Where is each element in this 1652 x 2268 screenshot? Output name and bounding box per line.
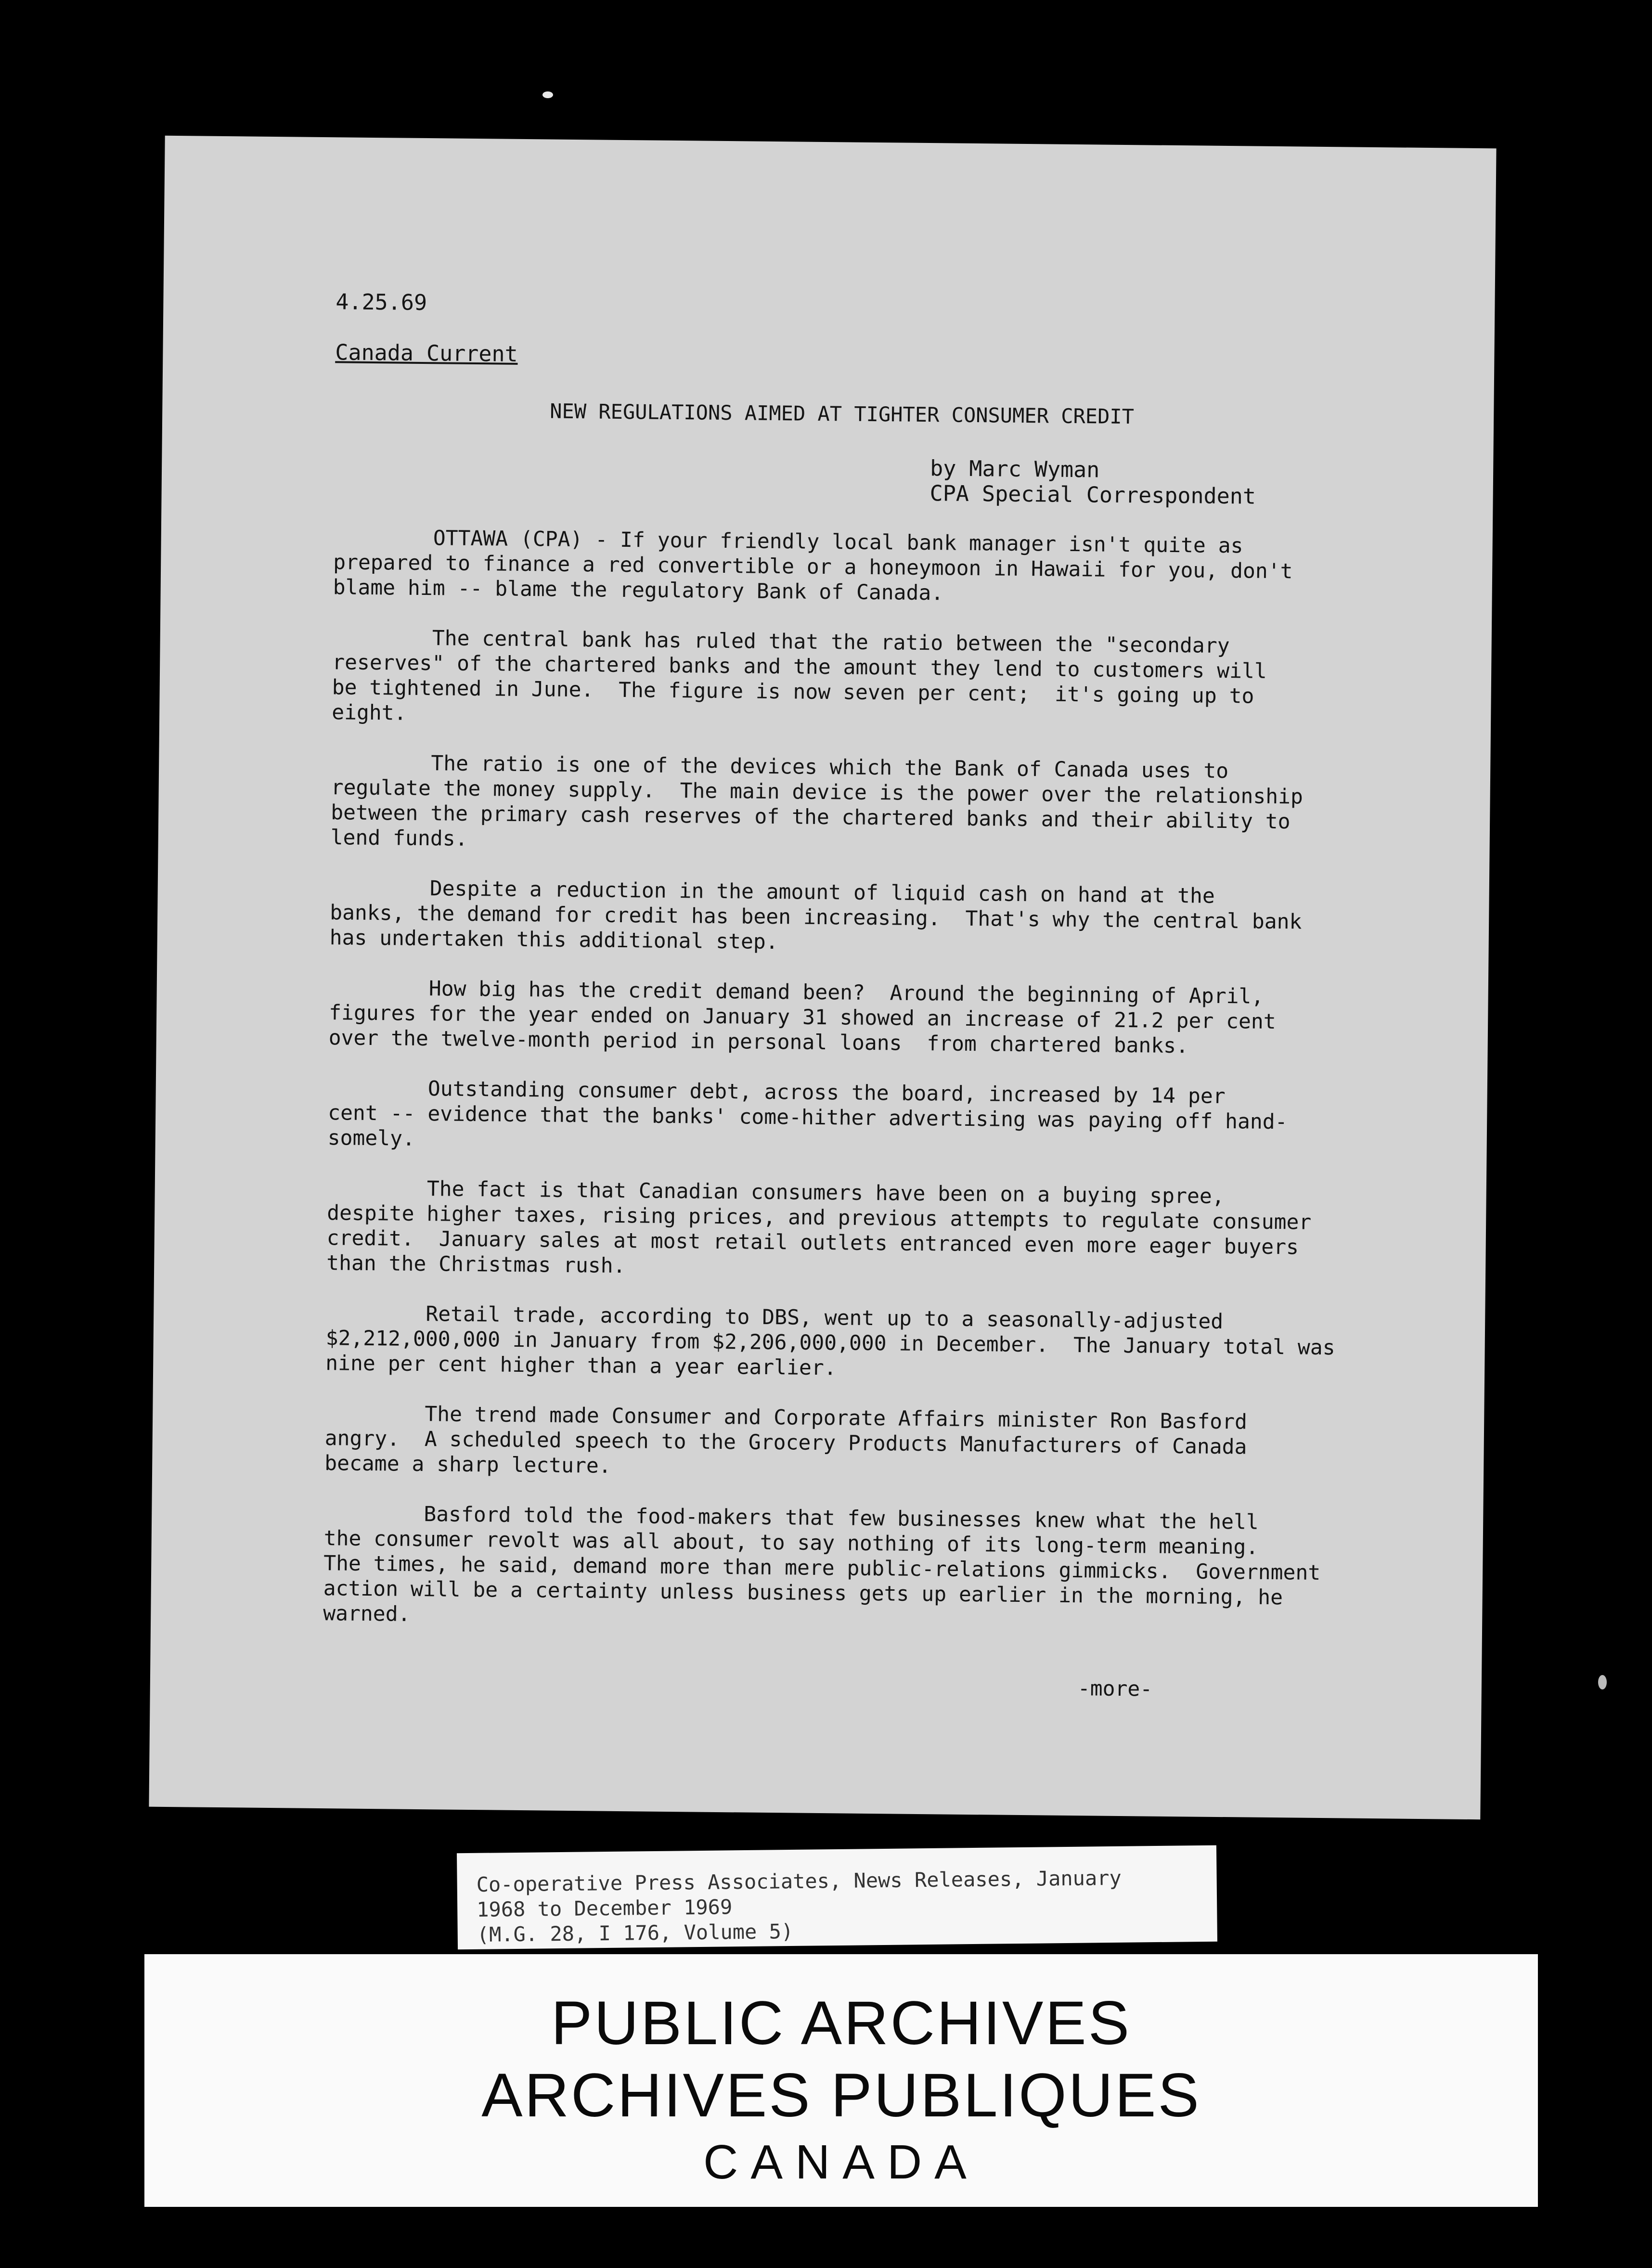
section-title: Canada Current xyxy=(335,339,518,367)
stamp-line-country: CANADA xyxy=(703,2135,979,2189)
document-date: 4.25.69 xyxy=(336,289,427,316)
stamp-line-french: ARCHIVES PUBLIQUES xyxy=(481,2061,1201,2130)
paragraph: OTTAWA (CPA) - If your friendly local bank manager isn't quite as prepared to finance a red convertible or a honeymoon in Hawaii for you, don't blame him -- blame the regulatory Bank of Canada. xyxy=(333,525,1293,606)
byline-author: by Marc Wyman xyxy=(929,455,1100,483)
paragraph: The trend made Consumer and Corporate Affairs minister Ron Basford angry. A scheduled speech to the Grocery Products Manufacturers of Canada became a sharp lecture. xyxy=(324,1401,1248,1478)
dust-speck xyxy=(1598,1675,1607,1689)
continued-marker: -more- xyxy=(1077,1676,1153,1701)
archive-stamp xyxy=(144,1954,1538,2207)
byline-role: CPA Special Correspondent xyxy=(929,480,1256,509)
paragraph: How big has the credit demand been? Around the beginning of April, figures for the year ended on January 31 showed an increase of 21.2 per cent over the twelve-month period in personal loans from chartered banks. xyxy=(328,976,1276,1058)
paragraph: Despite a reduction in the amount of liquid cash on hand at the banks, the demand for credit has been increasing. That's why the central bank has undertaken this additional step. xyxy=(329,876,1302,954)
slip-line: 1968 to December 1969 xyxy=(476,1895,733,1921)
paragraph: Retail trade, according to DBS, went up to a seasonally-adjusted $2,212,000,000 in January from $2,206,000,000 in December. The January total was nine per cent higher than a year earlier. xyxy=(325,1301,1335,1380)
archive-reference-slip xyxy=(457,1845,1217,1950)
headline: NEW REGULATIONS AIMED AT TIGHTER CONSUMER CREDIT xyxy=(550,399,1135,429)
dust-speck xyxy=(542,91,553,98)
paragraph: The central bank has ruled that the ratio between the "secondary reserves" of the chartered banks and the amount they lend to customers will be tightened in June. The figure is now seven per cent; it's going up to eight. xyxy=(332,625,1267,725)
stamp-line-english: PUBLIC ARCHIVES xyxy=(551,1989,1132,2058)
paragraph: The ratio is one of the devices which the Bank of Canada uses to regulate the money supply. The main device is the power over the relationship between the primary cash reserves of the chartered banks and their ability to lend funds. xyxy=(330,750,1304,851)
article-body xyxy=(323,525,1393,1661)
paragraph: Basford told the food-makers that few businesses knew what the hell the consumer revolt was all about, to say nothing of its long-term meaning. The times, he said, demand more than mere public-relations gimmicks. Government action will be a certainty unless business gets up earlier in the morning, he warned. xyxy=(323,1501,1321,1626)
paragraph: The fact is that Canadian consumers have been on a buying spree, despite higher taxes, rising prices, and previous attempts to regulate consumer credit. January sales at most retail outlets entranced even more eager buyers than the Christmas rush. xyxy=(326,1176,1312,1278)
byline xyxy=(929,456,1256,509)
paragraph: Outstanding consumer debt, across the board, increased by 14 per cent -- evidence that the banks' come-hither advertising was paying off hand- somely. xyxy=(327,1076,1288,1151)
slip-line: (M.G. 28, I 176, Volume 5) xyxy=(477,1919,794,1946)
typed-page xyxy=(149,136,1496,1819)
slip-line: Co-operative Press Associates, News Releases, January xyxy=(476,1866,1122,1896)
